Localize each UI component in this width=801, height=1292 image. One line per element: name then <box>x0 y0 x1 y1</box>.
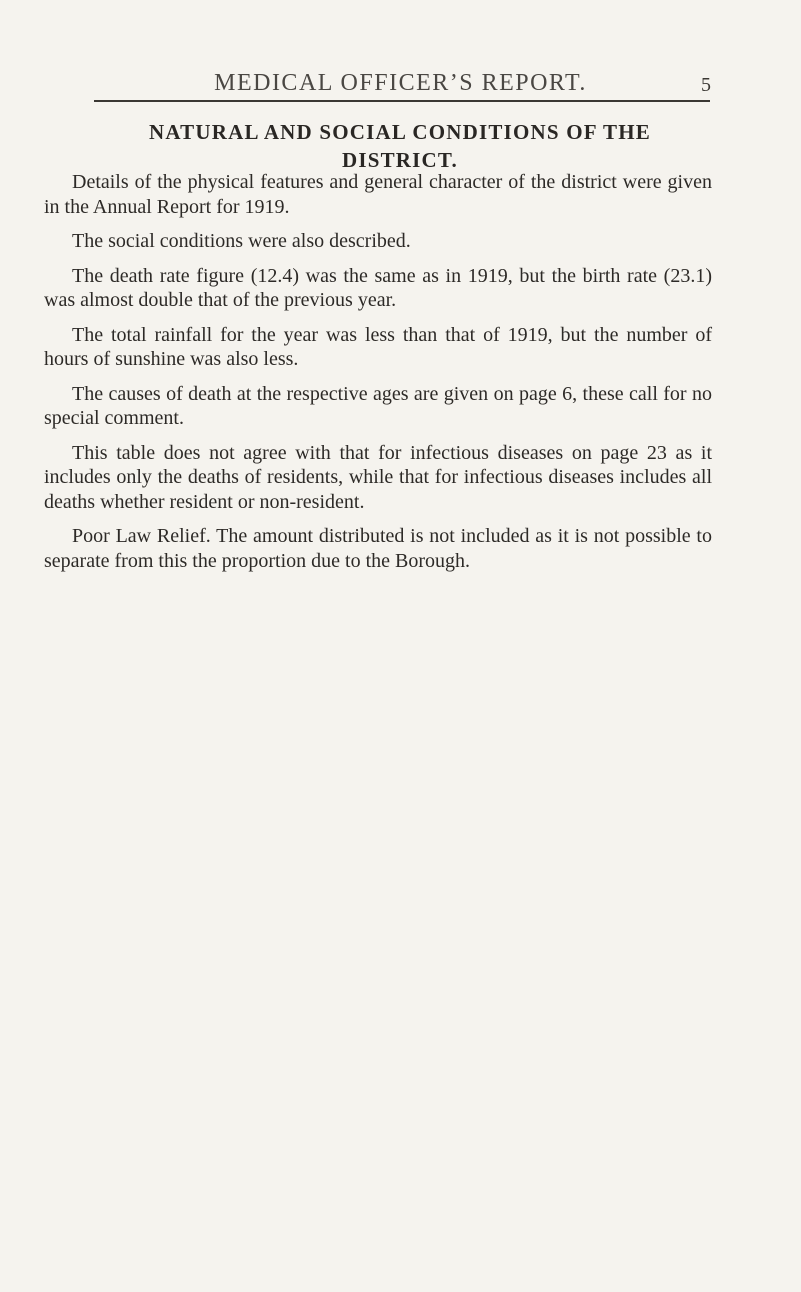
paragraph-causes-of-death: The causes of death at the respective ages are given on page 6, these call for no special comment. <box>44 382 712 429</box>
paragraph-poor-law-relief: Poor Law Relief. The amount distributed is not included as it is not possible to separate from this the proportion due to the Borough. <box>44 525 712 572</box>
running-title: MEDICAL OFFICER’S REPORT. <box>214 70 587 96</box>
section-heading-line-1: NATURAL AND SOCIAL CONDITIONS OF THE <box>149 120 651 144</box>
section-heading <box>44 118 756 174</box>
section-heading-line-2: DISTRICT. <box>341 148 459 172</box>
running-header <box>0 70 801 100</box>
header-rule <box>94 100 710 102</box>
paragraph-rainfall-sunshine: The total rainfall for the year was less than that of 1919, but the number of hours of sunshine was also less. <box>44 323 712 370</box>
page-number: 5 <box>701 74 711 96</box>
body-text <box>44 170 712 583</box>
paragraph-death-birth-rate: The death rate figure (12.4) was the same as in 1919, but the birth rate (23.1) was almost double that of the previous year. <box>44 264 712 311</box>
paragraph-physical-features: Details of the physical features and general character of the district were given in the Annual Report for 1919. <box>44 171 712 218</box>
paragraph-social-conditions: The social conditions were also described. <box>72 230 411 252</box>
paragraph-infectious-diseases: This table does not agree with that for infectious diseases on page 23 as it includes only the deaths of residents, while that for infectious diseases includes all deaths whether resident or non-resident. <box>44 441 712 513</box>
